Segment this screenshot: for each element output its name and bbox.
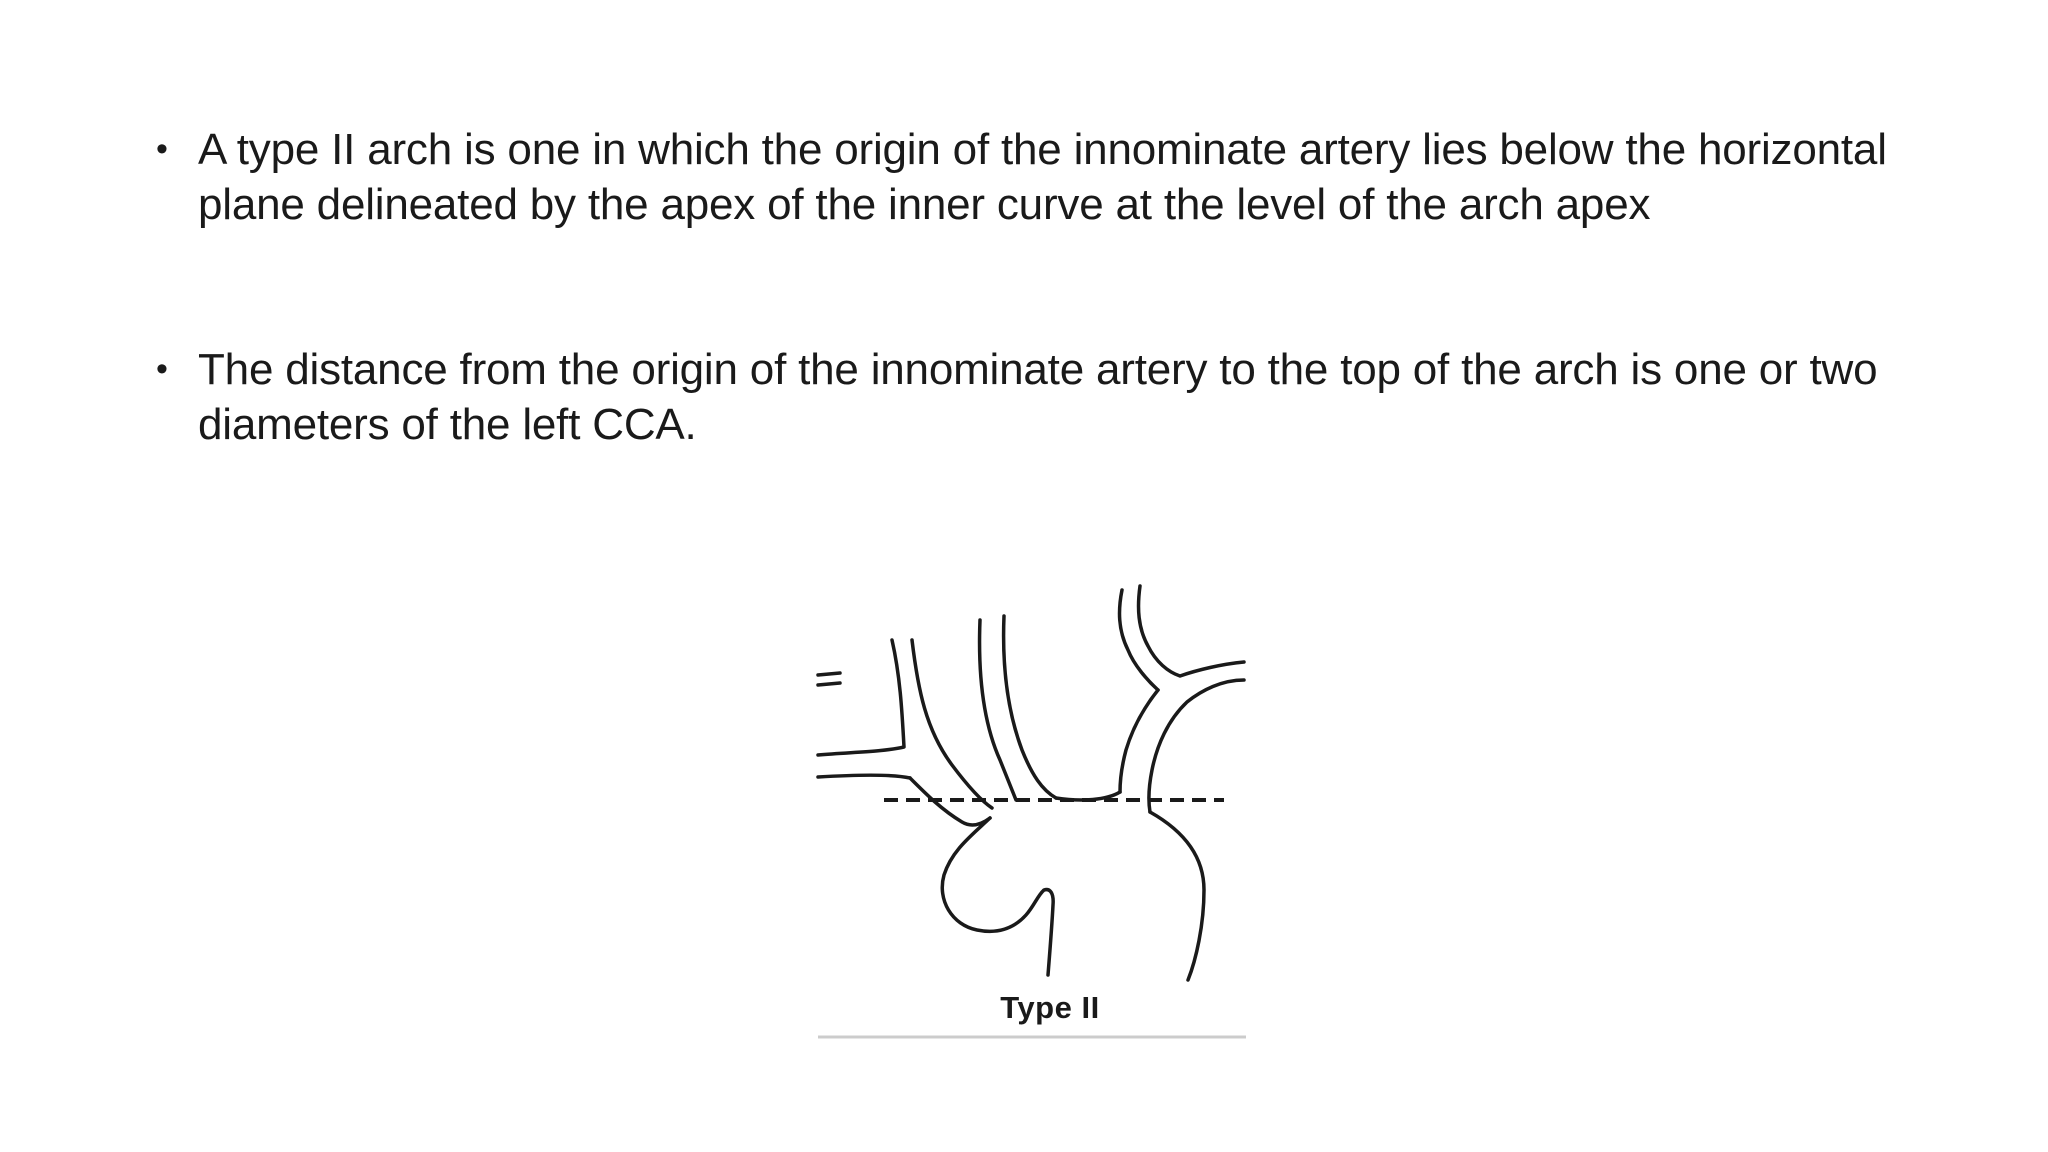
tick-mark xyxy=(818,683,840,685)
descending-aorta-outer xyxy=(1150,812,1204,980)
tick-mark xyxy=(818,673,840,675)
bullet-list xyxy=(150,122,1930,452)
bullet-text-2: The distance from the origin of the innominate artery to the top of the arch is one or two diameters of the left CCA. xyxy=(198,345,1878,449)
bullet-dot-icon: • xyxy=(156,130,168,168)
aortic-arch-diagram xyxy=(812,580,1252,1050)
vessel-3-outer-wall xyxy=(1149,680,1244,812)
type-ii-arch-illustration xyxy=(812,580,1252,1050)
vessel-3-right-wall xyxy=(1139,586,1244,676)
bullet-item-1 xyxy=(150,122,1930,232)
left-branch-lower-wall xyxy=(818,775,910,778)
vessel-2-right-wall xyxy=(1004,616,1056,798)
bullet-dot-icon: • xyxy=(156,350,168,388)
bullet-item-2 xyxy=(150,342,1930,452)
figure-caption: Type II xyxy=(1000,990,1100,1025)
bullet-text-1: A type II arch is one in which the origin of the innominate artery lies below the horizontal plane delineated by the apex of the inner curve at the level of the arch apex xyxy=(198,125,1887,229)
left-branch-upper-wall xyxy=(818,640,904,755)
ascending-aorta-curve xyxy=(942,818,1053,975)
